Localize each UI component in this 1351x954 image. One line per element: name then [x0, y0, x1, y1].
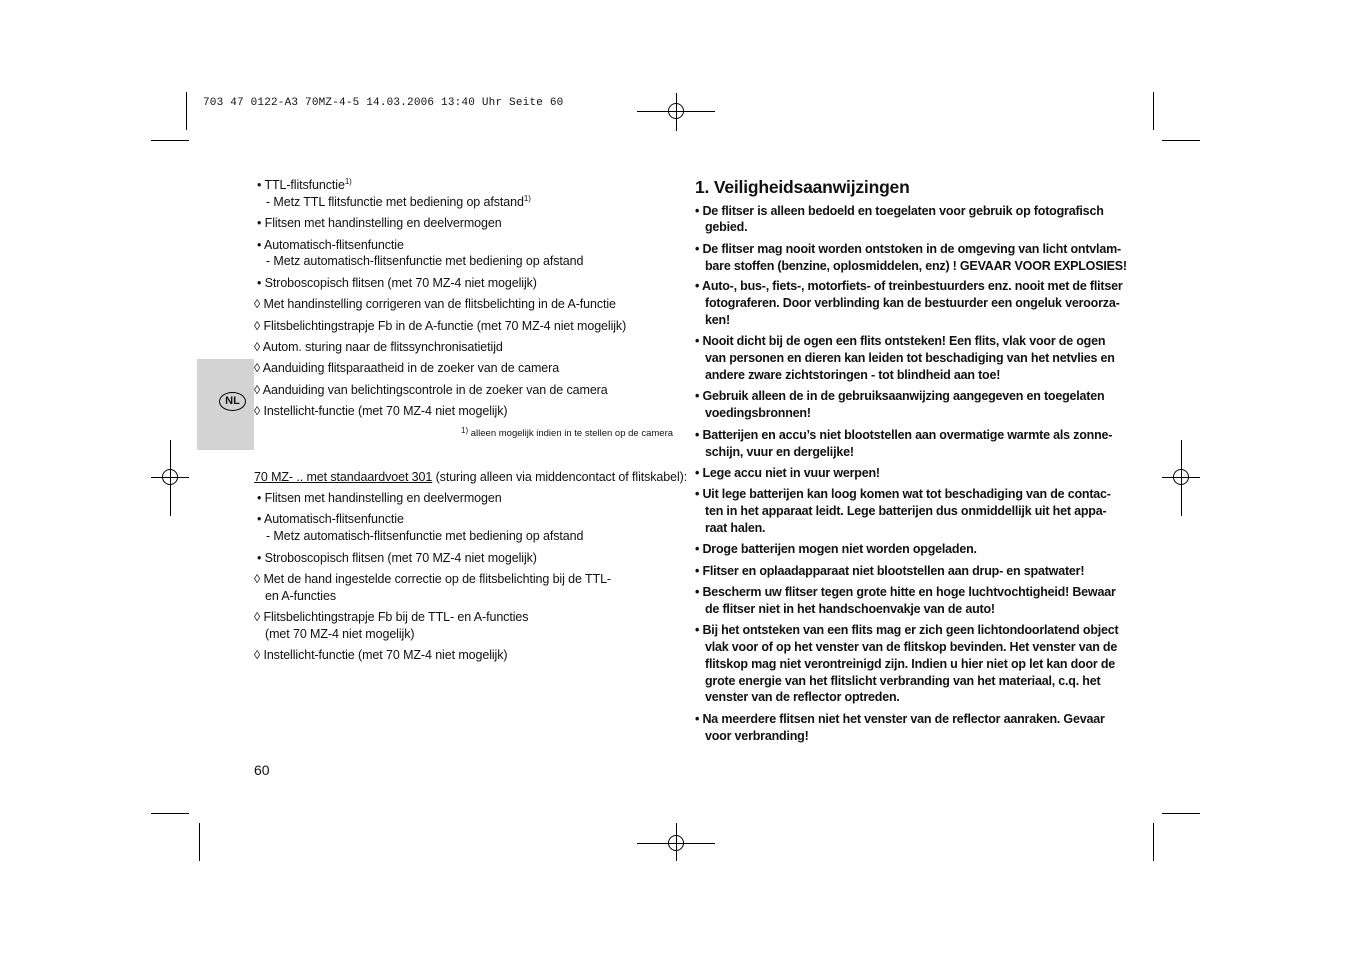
list-item: • Uit lege batterijen kan loog komen wat tot beschadiging van de contac-	[695, 487, 1111, 501]
list-item: ◊ Met handinstelling corrigeren van de flitsbelichting in de A-functie	[254, 297, 616, 311]
language-tab	[197, 359, 254, 450]
list-item: • De flitser mag nooit worden ontstoken in de omgeving van licht ontvlam-	[695, 242, 1121, 256]
list-item: de flitser niet in het handschoenvakje van de auto!	[705, 602, 995, 616]
list-item: bare stoffen (benzine, oplosmiddelen, enz) ! GEVAAR VOOR EXPLOSIES!	[705, 259, 1127, 273]
list-item: • Automatisch-flitsenfunctie	[257, 238, 404, 252]
list-item: • Automatisch-flitsenfunctie	[257, 512, 404, 526]
list-item: ◊ Flitsbelichtingstrapje Fb bij de TTL- en A-functies	[254, 610, 529, 624]
list-item: gebied.	[705, 220, 748, 234]
list-item: voedingsbronnen!	[705, 406, 811, 420]
list-item: • Gebruik alleen de in de gebruiksaanwijzing aangegeven en toegelaten	[695, 389, 1105, 403]
list-item: ten in het apparaat leidt. Lege batterijen dus onmiddellijk uit het appa-	[705, 504, 1107, 518]
list-item: • Droge batterijen mogen niet worden opgeladen.	[695, 542, 977, 556]
list-item: • TTL-flitsfunctie$^{1)}$	[257, 177, 352, 192]
list-item: • Flitser en oplaadapparaat niet blootstellen aan drup- en spatwater!	[695, 564, 1085, 578]
list-item: voor verbranding!	[705, 729, 809, 743]
list-item: fotograferen. Door verblinding kan de bestuurder een ongeluk veroorza-	[705, 296, 1120, 310]
list-item: • Batterijen en accu’s niet blootstellen aan overmatige warmte als zonne-	[695, 428, 1113, 442]
list-item: - Metz TTL flitsfunctie met bediening op afstand$^{1)}$	[266, 194, 531, 209]
list-item: • Flitsen met handinstelling en deelvermogen	[257, 216, 502, 230]
list-item: grote energie van het flitslicht verbranding van het materiaal, c.q. het	[705, 674, 1101, 688]
section-title: 1. Veiligheidsaanwijzingen	[695, 177, 910, 197]
list-item: ken!	[705, 313, 730, 327]
language-badge: NL	[219, 392, 246, 411]
list-item: • Bij het ontsteken van een flits mag er zich geen lichtondoorlatend object	[695, 623, 1119, 637]
list-item: ◊ Met de hand ingestelde correctie op de flitsbelichting bij de TTL-	[254, 572, 611, 586]
list-item: vlak voor of op het venster van de flitskop bevinden. Het venster van de	[705, 640, 1118, 654]
list-item: - Metz automatisch-flitsenfunctie met bediening op afstand	[266, 254, 584, 268]
print-header: 703 47 0122-A3 70MZ-4-5 14.03.2006 13:40 Uhr Seite 60	[203, 97, 564, 109]
list-item: ◊ Flitsbelichtingstrapje Fb in de A-functie (met 70 MZ-4 niet mogelijk)	[254, 319, 627, 333]
list-item: flitskop mag niet verontreinigd zijn. Indien u hier niet op let kan door de	[705, 657, 1116, 671]
list-item: • Stroboscopisch flitsen (met 70 MZ-4 niet mogelijk)	[257, 551, 537, 565]
list-item: van personen en dieren kan leiden tot beschadiging van het netvlies en	[705, 351, 1115, 365]
list-item: • Na meerdere flitsen niet het venster van de reflector aanraken. Gevaar	[695, 712, 1105, 726]
footnote: $^{1)}$ alleen mogelijk indien in te stellen op de camera	[461, 426, 674, 439]
list-item: • De flitser is alleen bedoeld en toegelaten voor gebruik op fotografisch	[695, 204, 1104, 218]
section-heading-standard-foot: 70 MZ- .. met standaardvoet 301 (sturing alleen via middencontact of flitskabel):	[254, 470, 688, 484]
list-item: ◊ Instellicht-functie (met 70 MZ-4 niet mogelijk)	[254, 404, 508, 418]
list-item: ◊ Instellicht-functie (met 70 MZ-4 niet mogelijk)	[254, 648, 508, 662]
page-number: 60	[254, 762, 270, 778]
list-item: en A-functies	[265, 589, 336, 603]
list-item: venster van de reflector optreden.	[705, 690, 900, 704]
list-item: - Metz automatisch-flitsenfunctie met bediening op afstand	[266, 529, 584, 543]
list-item: • Stroboscopisch flitsen (met 70 MZ-4 niet mogelijk)	[257, 276, 537, 290]
list-item: raat halen.	[705, 521, 766, 535]
list-item: • Lege accu niet in vuur werpen!	[695, 466, 880, 480]
list-item: ◊ Aanduiding van belichtingscontrole in de zoeker van de camera	[254, 383, 608, 397]
list-item: • Nooit dicht bij de ogen een flits ontsteken! Een flits, vlak voor de ogen	[695, 334, 1106, 348]
list-item: schijn, vuur en dergelijke!	[705, 445, 854, 459]
list-item: (met 70 MZ-4 niet mogelijk)	[265, 627, 415, 641]
list-item: ◊ Aanduiding flitsparaatheid in de zoeker van de camera	[254, 361, 560, 375]
list-item: ◊ Autom. sturing naar de flitssynchronisatietijd	[254, 340, 503, 354]
list-item: • Auto-, bus-, fiets-, motorfiets- of treinbestuurders enz. nooit met de flitser	[695, 279, 1123, 293]
list-item: • Flitsen met handinstelling en deelvermogen	[257, 491, 502, 505]
list-item: • Bescherm uw flitser tegen grote hitte en hoge luchtvochtigheid! Bewaar	[695, 585, 1116, 599]
list-item: andere zware zichtstoringen - tot blindheid aan toe!	[705, 368, 1001, 382]
